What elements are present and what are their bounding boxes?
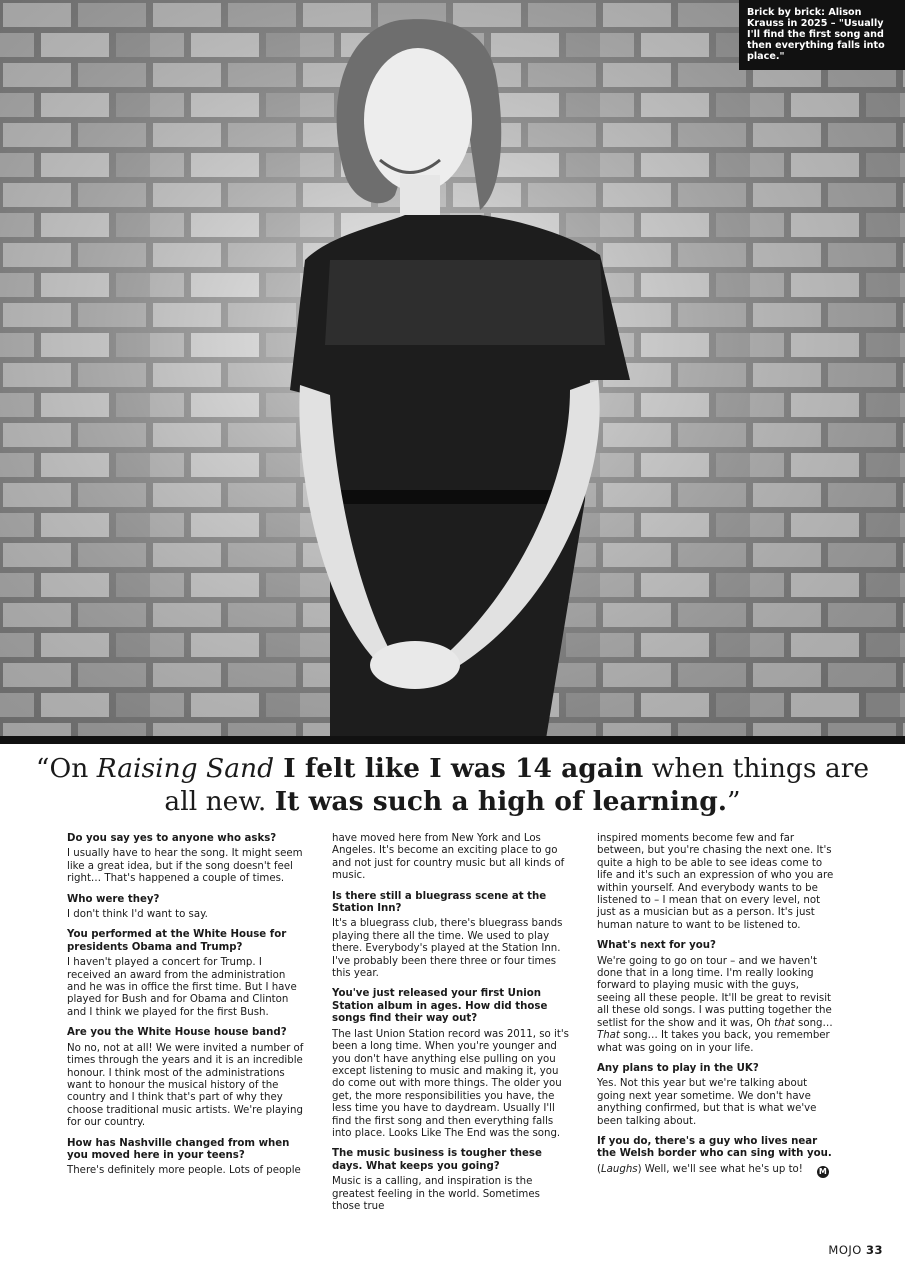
answer: The last Union Station record was 2011, so it's been a long time. When you're younger and you don't have anything else pulling on you except listening to music and making it, you do come out with more things. The older you get, the more responsibilities you have, the less time you have to daydream. Usually I'll find the first song and then everything falls into place. Looks Like The End was the song. [332, 1028, 569, 1139]
answer: Music is a calling, and inspiration is the greatest feeling in the world. Sometimes those true [332, 1176, 540, 1212]
answer-continued: inspired moments become few and far between, but you're chasing the next one. It's quite a high to be able to see ideas come to life and it's such an expression of who you are within yourself. And everybody wants to be listened to – I mean that on every level, not just as a musician but as a person. It's just human nature to want to be listened to. [597, 833, 834, 931]
answer [597, 956, 835, 1055]
answer: I don't think I'd want to say. [67, 909, 208, 921]
magazine-name: MOJO [828, 1243, 862, 1257]
question: You've just released your first Union Station album in ages. How did those songs find their way out? [332, 988, 548, 1025]
answer: It's a bluegrass club, there's bluegrass bands playing there all the time. We used to play there. Everybody's played at the Station Inn. I've probably been there three or four times this year. [332, 918, 563, 980]
quote-open: “On [35, 753, 97, 784]
quote-middle: when things are all new. [164, 753, 870, 817]
question: If you do, there's a guy who lives near the Welsh border who can sing with you. [597, 1135, 832, 1160]
article-column-1 [67, 833, 305, 1186]
photo-caption: Brick by brick: Alison Krauss in 2025 – "Usually I'll find the first song and then everything falls into place." [739, 0, 905, 70]
answer-emphasis: That [597, 1030, 620, 1042]
answer-text: We're going to go on tour – and we haven't done that in a long time. I'm really looking forward to playing music with the guys, seeing all these people. It'll be great to revisit all these old songs. I was putting together the setlist for the show and it was, Oh [597, 955, 832, 1029]
question: The music business is tougher these days. What keeps you going? [332, 1148, 542, 1172]
article-column-2 [332, 833, 570, 1221]
question: Who were they? [67, 893, 160, 905]
answer-emphasis: Laughs [600, 1163, 638, 1175]
question: How has Nashville changed from when you moved here in your teens? [67, 1137, 290, 1161]
answer-text: ( [597, 1163, 601, 1175]
question: Are you the White House house band? [67, 1027, 287, 1039]
answer: Yes. Not this year but we're talking about going next year sometime. We don't have anything confirmed, but that is what we've been talking about. [597, 1078, 817, 1127]
quote-bold-part-2: It was such a high of learning. [274, 786, 728, 817]
question: You performed at the White House for presidents Obama and Trump? [67, 929, 287, 953]
mojo-end-mark-icon: M [817, 1166, 829, 1178]
quote-close: ” [727, 786, 741, 817]
article-column-3 [597, 833, 835, 1186]
answer: There's definitely more people. Lots of people [67, 1165, 301, 1177]
answer: I haven't played a concert for Trump. I received an award from the administration and he was in office the first time. But I have played for Bush and for Obama and Clinton and I think we played for the first Bush. [67, 957, 297, 1018]
answer-continued: have moved here from New York and Los Angeles. It's become an exciting place to go and not just for country music but all kinds of music. [332, 833, 565, 882]
answer-text: song… [794, 1017, 833, 1029]
answer: I usually have to hear the song. It might seem like a great idea, but if the song doesn't feel right… That's happened a couple of times. [67, 848, 303, 885]
pull-quote [30, 752, 875, 818]
quote-bold-part-1: I felt like I was 14 again [274, 753, 644, 784]
question: Is there still a bluegrass scene at the Station Inn? [332, 890, 547, 915]
page-number: 33 [865, 1243, 883, 1257]
page-folio [828, 1243, 883, 1257]
answer-text: song… It takes you back, you remember what was going on in your life. [597, 1030, 830, 1054]
question: Any plans to play in the UK? [597, 1062, 759, 1074]
answer: No no, not at all! We were invited a number of times through the years and it is an incredible honour. I think most of the administrations want to honour the musical history of the country and I think that's part of why they choose traditional music artists. We're playing for our country. [67, 1042, 304, 1129]
question: What's next for you? [597, 940, 716, 952]
answer [597, 1164, 835, 1178]
question: Do you say yes to anyone who asks? [67, 833, 277, 844]
quote-album-title: Raising Sand [96, 753, 275, 784]
answer-emphasis: that [774, 1017, 795, 1029]
answer-text: ) Well, we'll see what he's up to! [637, 1163, 803, 1175]
